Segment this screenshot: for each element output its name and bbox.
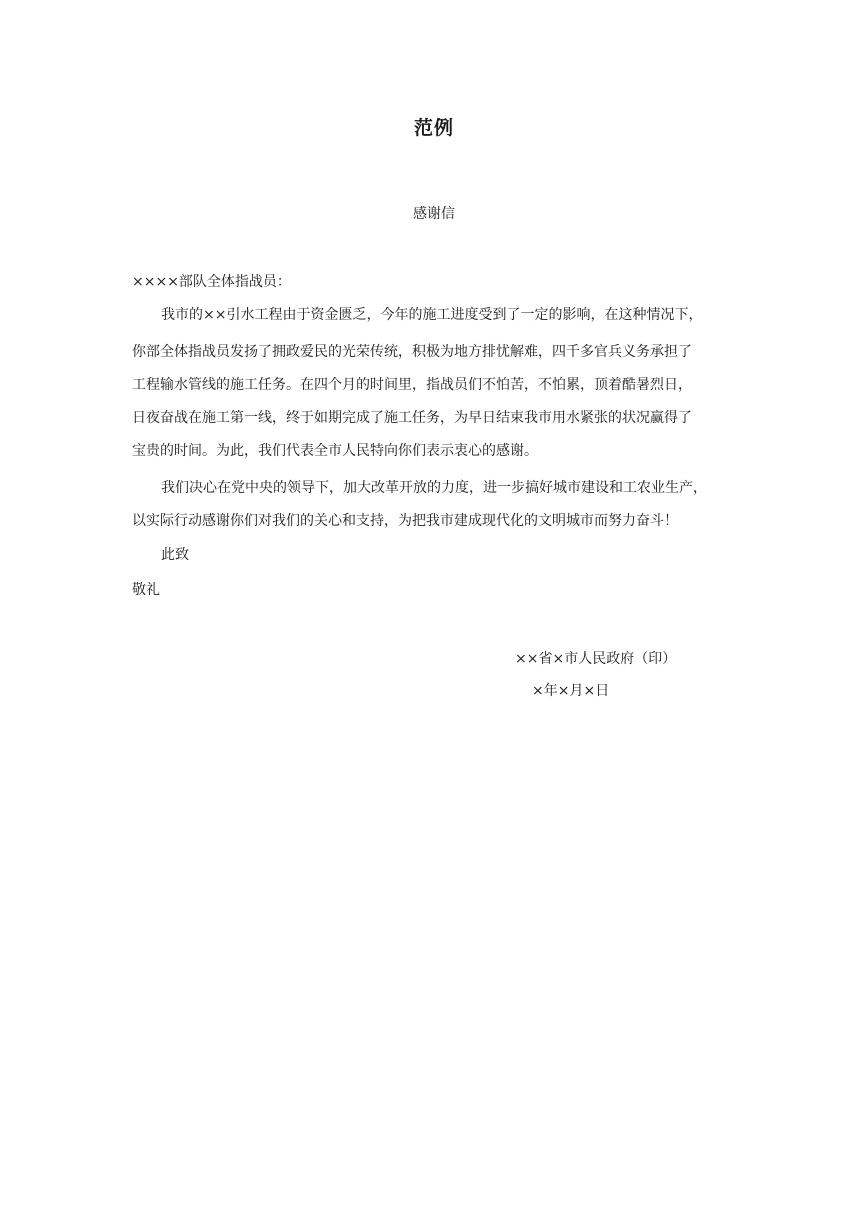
paragraph-1-line-1: 我市的××引水工程由于资金匮乏，今年的施工进度受到了一定的影响，在这种情况下， [161, 307, 703, 323]
letter-title: 感谢信 [413, 206, 455, 222]
page-heading: 范例 [413, 117, 454, 139]
paragraph-2-line-1: 我们决心在党中央的领导下，加大改革开放的力度，进一步搞好城市建设和工农业生产， [161, 480, 707, 496]
paragraph-1-line-2: 你部全体指战员发扬了拥政爱民的光荣传统，积极为地方排忧解难，四千多官兵义务承担了 [132, 344, 692, 360]
signature-signer: ××省×市人民政府（印） [515, 651, 677, 667]
paragraph-1-line-5: 宝贵的时间。为此，我们代表全市人民特向你们表示衷心的感谢。 [132, 443, 538, 459]
paragraph-2-line-2: 以实际行动感谢你们对我们的关心和支持，为把我市建成现代化的文明城市而努力奋斗！ [132, 513, 678, 529]
paragraph-1-line-3: 工程输水管线的施工任务。在四个月的时间里，指战员们不怕苦，不怕累，顶着酷暑烈日， [132, 377, 692, 393]
letter-salutation: ××××部队全体指战员： [132, 274, 291, 290]
paragraph-1-line-4: 日夜奋战在施工第一线，终于如期完成了施工任务，为早日结束我市用水紧张的状况赢得了 [132, 410, 692, 426]
closing-line-2: 敬礼 [132, 582, 160, 598]
closing-line-1: 此致 [161, 547, 189, 563]
signature-date: ×年×月×日 [532, 683, 610, 699]
